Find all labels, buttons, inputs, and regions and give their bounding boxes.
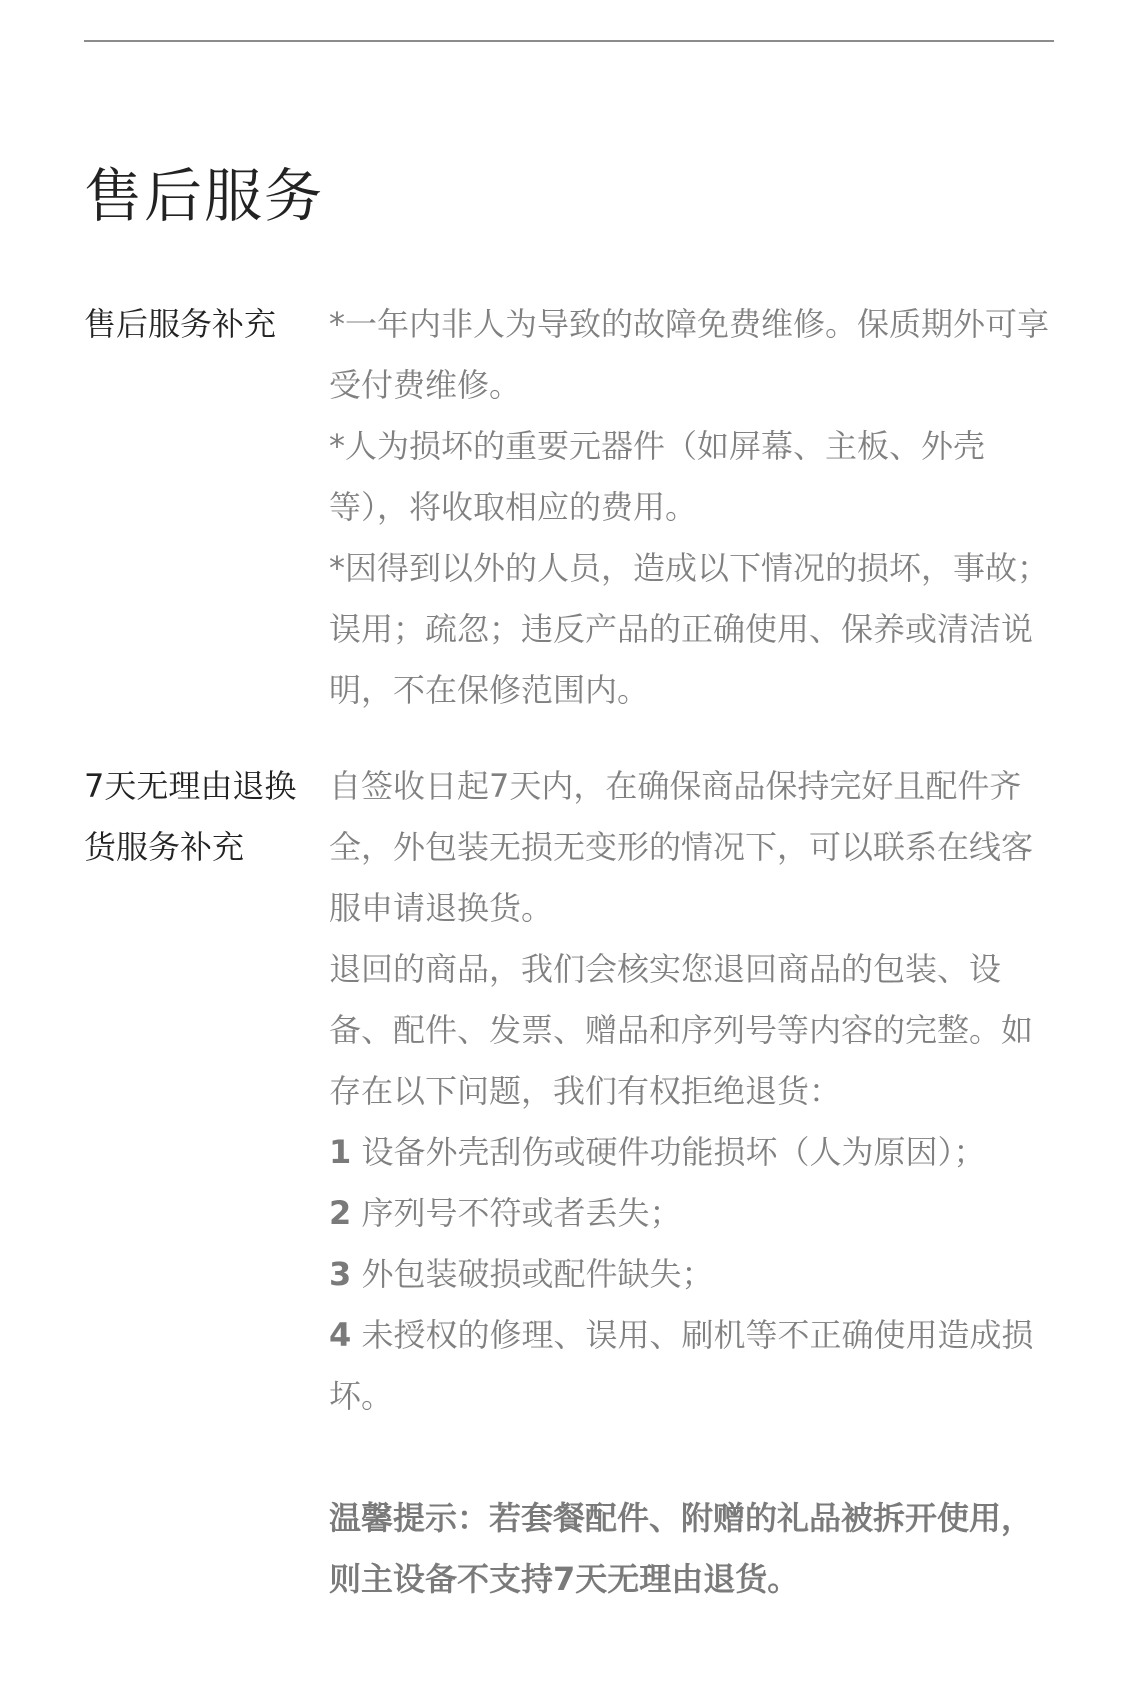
paragraph: *人为损坏的重要元器件（如屏幕、主板、外壳等），将收取相应的费用。 [329, 427, 986, 526]
page-title: 售后服务 [84, 162, 325, 230]
top-divider [84, 40, 1054, 42]
list-item [329, 1305, 1054, 1427]
paragraph: *因得到以外的人员，造成以下情况的损坏，事故；误用；疏忽；违反产品的正确使用、保养或清洁说明，不在保修范围内。 [329, 549, 1050, 709]
list-item [329, 1244, 1054, 1305]
section-label-after-sales: 售后服务补充 [84, 305, 277, 343]
paragraph: 自签收日起7天内，在确保商品保持完好且配件齐全，外包装无损无变形的情况下，可以联系在线客服申请退换货。 [329, 767, 1034, 927]
list-number: 1 [329, 1133, 352, 1171]
paragraph: *一年内非人为导致的故障免费维修。保质期外可享受付费维修。 [329, 305, 1050, 404]
list-item-text: 外包装破损或配件缺失； [361, 1255, 714, 1293]
section-label-return-policy: 7天无理由退换货服务补充 [84, 767, 297, 866]
list-number: 4 [329, 1316, 352, 1354]
paragraph: 退回的商品，我们会核实您退回商品的包装、设备、配件、发票、赠品和序列号等内容的完整。如存在以下问题，我们有权拒绝退货： [329, 950, 1034, 1110]
spacer [329, 1427, 1054, 1488]
warm-tip: 温馨提示：若套餐配件、附赠的礼品被拆开使用，则主设备不支持7天无理由退货。 [329, 1499, 1034, 1598]
list-number: 3 [329, 1255, 352, 1293]
section-body-after-sales [329, 294, 1054, 721]
list-item-text: 设备外壳刮伤或硬件功能损坏（人为原因）； [361, 1133, 986, 1171]
list-item [329, 1183, 1054, 1244]
section-body-return-policy [329, 756, 1054, 1610]
list-item-text: 未授权的修理、误用、刷机等不正确使用造成损坏。 [329, 1316, 1034, 1415]
list-item [329, 1122, 1054, 1183]
list-number: 2 [329, 1194, 352, 1232]
list-item-text: 序列号不符或者丢失； [361, 1194, 682, 1232]
